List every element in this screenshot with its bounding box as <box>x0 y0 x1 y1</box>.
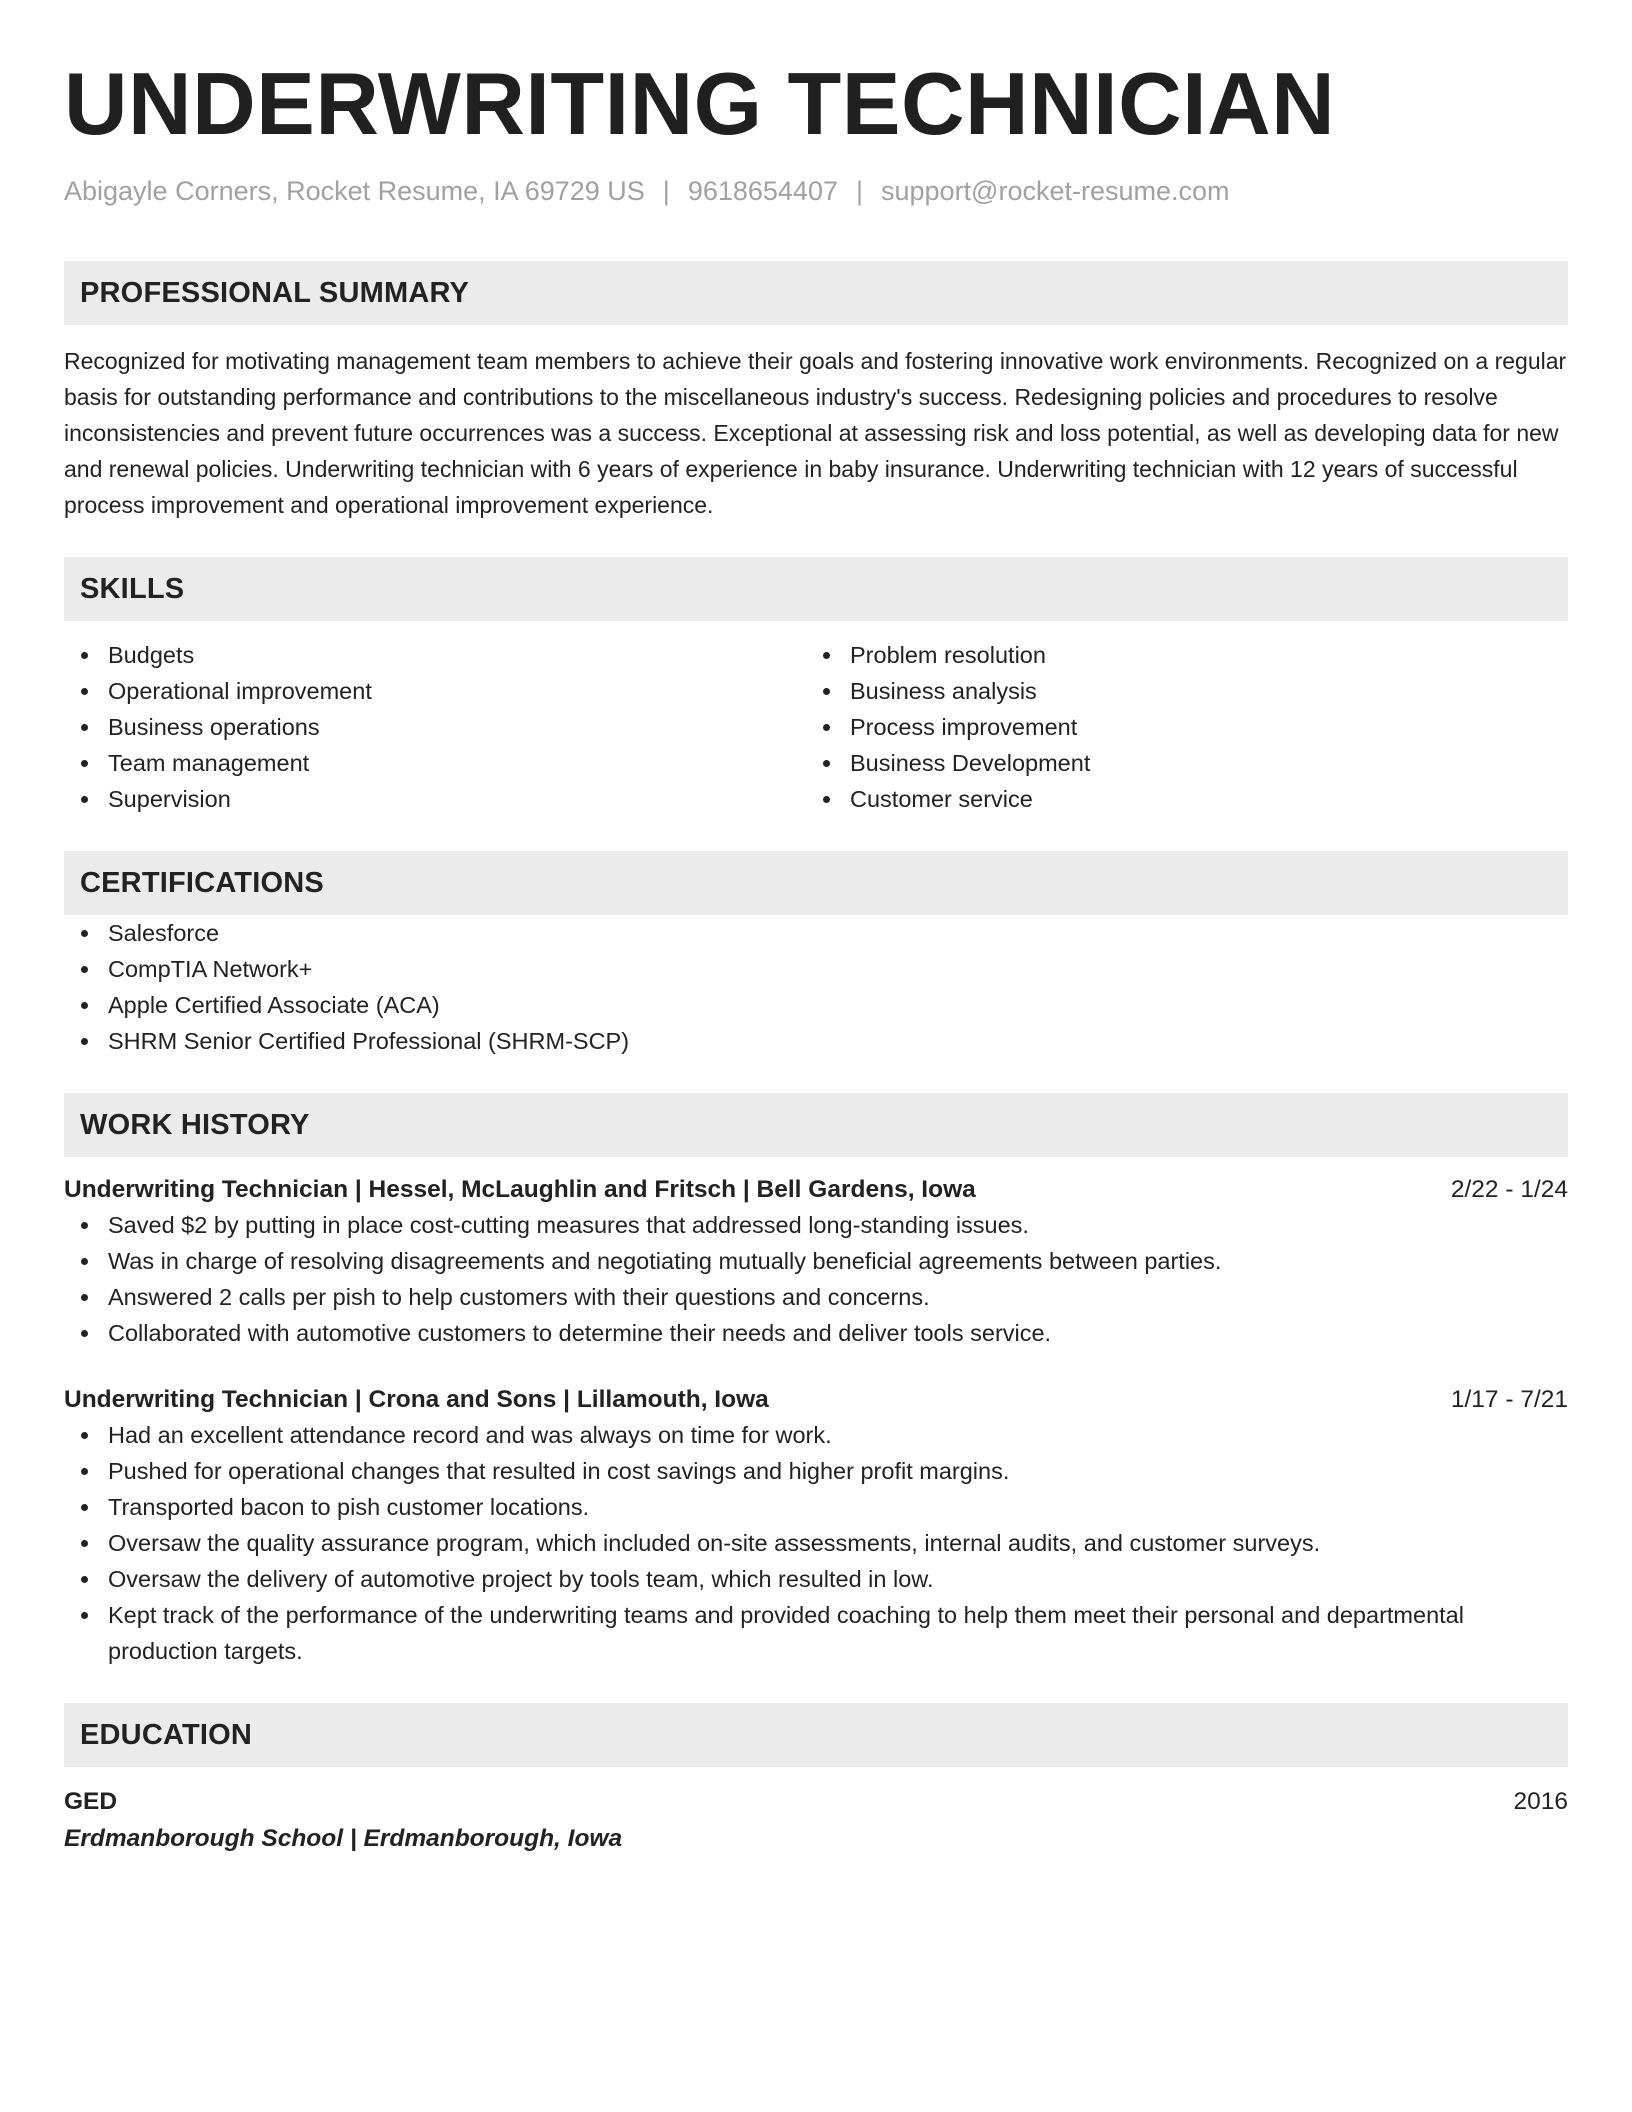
job-dates: 1/17 - 7/21 <box>1450 1386 1568 1413</box>
job-bullet: Oversaw the quality assurance program, which included on-site assessments, internal audits, and customer surveys. <box>64 1525 1568 1561</box>
job-heading <box>64 1173 1568 1207</box>
skills-list-right <box>806 637 1548 817</box>
section-header-education: EDUCATION <box>64 1703 1568 1767</box>
resume-name: UNDERWRITING TECHNICIAN <box>64 54 1336 153</box>
skills-list-left <box>64 637 806 817</box>
contact-email: support@rocket-resume.com <box>881 176 1230 206</box>
job-bullet: Collaborated with automotive customers to determine their needs and deliver tools service. <box>64 1315 1568 1351</box>
section-header-certifications: CERTIFICATIONS <box>64 851 1568 915</box>
education-heading <box>64 1785 1568 1819</box>
job-heading <box>64 1383 1568 1417</box>
skill-item: Business analysis <box>806 673 1548 709</box>
contact-separator: | <box>855 176 863 206</box>
job-bullet: Had an excellent attendance record and was always on time for work. <box>64 1417 1568 1453</box>
certification-item: Apple Certified Associate (ACA) <box>64 987 1568 1023</box>
skill-item: Operational improvement <box>64 673 806 709</box>
job-bullet: Oversaw the delivery of automotive project by tools team, which resulted in low. <box>64 1561 1568 1597</box>
certification-item: SHRM Senior Certified Professional (SHRM-SCP) <box>64 1023 1568 1059</box>
skill-item: Process improvement <box>806 709 1548 745</box>
certification-item: CompTIA Network+ <box>64 951 1568 987</box>
job-bullet: Pushed for operational changes that resulted in cost savings and higher profit margins. <box>64 1453 1568 1489</box>
job-title: Underwriting Technician | Hessel, McLaughlin and Fritsch | Bell Gardens, Iowa <box>64 1176 976 1203</box>
education-degree: GED <box>64 1788 118 1815</box>
job-bullets <box>64 1207 1568 1351</box>
job-bullet: Was in charge of resolving disagreements and negotiating mutually beneficial agreements between parties. <box>64 1243 1568 1279</box>
skill-item: Budgets <box>64 637 806 673</box>
contact-line <box>64 174 1568 208</box>
skill-item: Supervision <box>64 781 806 817</box>
job-bullet: Saved $2 by putting in place cost-cutting measures that addressed long-standing issues. <box>64 1207 1568 1243</box>
skill-item: Business operations <box>64 709 806 745</box>
contact-address: Abigayle Corners, Rocket Resume, IA 69729 US <box>64 176 645 206</box>
education-school: Erdmanborough School | Erdmanborough, Iowa <box>64 1825 623 1852</box>
certification-item: Salesforce <box>64 915 1568 951</box>
summary-text: Recognized for motivating management team members to achieve their goals and fostering innovative work environments. Recognized on a regular basis for outstanding performance and contributions to the miscellaneous industry's success. Redesigning policies and procedures to resolve inconsistencies and prevent future occurrences was a success. Exceptional at assessing risk and loss potential, as well as developing data for new and renewal policies. Underwriting technician with 6 years of experience in baby insurance. Underwriting technician with 12 years of successful process improvement and operational improvement experience. <box>64 348 1567 518</box>
job-title: Underwriting Technician | Crona and Sons | Lillamouth, Iowa <box>64 1386 769 1413</box>
section-header-summary: PROFESSIONAL SUMMARY <box>64 261 1568 325</box>
education-year: 2016 <box>1513 1788 1568 1815</box>
certifications-list <box>64 915 1568 1059</box>
skills-columns <box>64 637 1568 817</box>
skills-column-left <box>64 637 806 817</box>
job-bullet: Kept track of the performance of the underwriting teams and provided coaching to help them meet their personal and departmental production targets. <box>64 1597 1568 1669</box>
job-bullet: Answered 2 calls per pish to help customers with their questions and concerns. <box>64 1279 1568 1315</box>
contact-phone: 9618654407 <box>687 176 838 206</box>
skill-item: Business Development <box>806 745 1548 781</box>
contact-separator: | <box>662 176 670 206</box>
skill-item: Problem resolution <box>806 637 1548 673</box>
section-header-work-history: WORK HISTORY <box>64 1093 1568 1157</box>
job-bullets <box>64 1417 1568 1669</box>
section-header-skills: SKILLS <box>64 557 1568 621</box>
job-dates: 2/22 - 1/24 <box>1450 1176 1568 1203</box>
skills-column-right <box>806 637 1548 817</box>
job-bullet: Transported bacon to pish customer locations. <box>64 1489 1568 1525</box>
skill-item: Customer service <box>806 781 1548 817</box>
skill-item: Team management <box>64 745 806 781</box>
